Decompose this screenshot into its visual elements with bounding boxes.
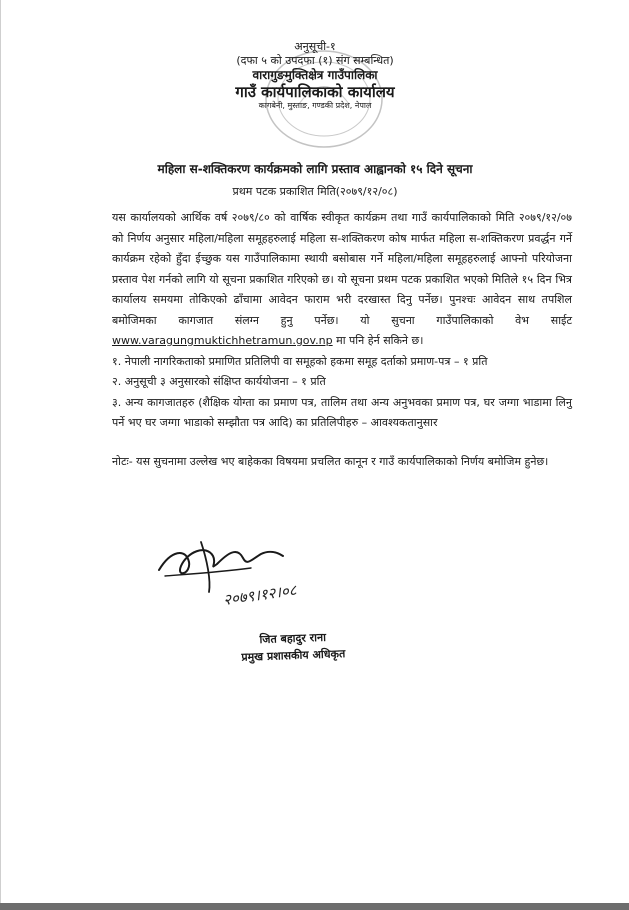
office-name: गाउँ कार्यपालिकाको कार्यालय [235,82,395,101]
website-suffix: मा पनि हेर्न सकिने छ। [332,334,424,347]
office-address: कागबेनी, मुस्ताङ, गण्डकी प्रदेश, नेपाल [258,101,372,111]
notice-title: महिला स-शक्तिकरण कार्यक्रमको लागि प्रस्ताव आह्वानको १५ दिने सूचना [157,162,473,176]
signer-block [212,627,373,667]
website-link[interactable]: www.varagungmuktichhetramun.gov.np [112,334,333,347]
signer-designation: प्रमुख प्रशासकीय अधिकृत [241,647,346,664]
signature-date: २०७९।१२।०८ [222,580,298,610]
document-list [112,352,572,434]
published-date: प्रथम पटक प्रकाशित मिति(२०७९/१२/०८) [232,185,398,198]
notice-body [112,208,572,472]
list-item: ३. अन्य कागजातहरु (शैक्षिक योग्ता का प्रमाण पत्र, तालिम तथा अन्य अनुभवका प्रमाण पत्र, घर जग्गा भाडामा लिनु पर्ने भए घर जग्गा भाडाको सम्झौता पत्र आदि) का प्रतिलिपीहरु – आवश्यकतानुसार [112,395,572,429]
document-header [1,40,629,111]
main-paragraph [112,208,572,352]
annex-label: अनुसूची-१ [294,40,336,53]
note-text: नोटः- यस सुचनामा उल्लेख भए बाहेकका विषयमा प्रचलित कानून र गाउँ कार्यपालिकाको निर्णय बमोजिम हुनेछ। [112,454,549,468]
list-item: १. नेपाली नागरिकताको प्रमाणित प्रतिलिपी वा समूहको हकमा समूह दर्ताको प्रमाण-पत्र – १ प्रति [112,354,488,368]
municipality-name: वारागुङमुक्तिक्षेत्र गाउँपालिका [252,67,378,82]
paragraph-text: यस कार्यालयको आर्थिक वर्ष २०७९/८० को वार्षिक स्वीकृत कार्यक्रम तथा गाउँ कार्यपालिकाको मिति २०७९/१२/०७ को निर्णय अनुसार महिला/महिला समूहहरुलाई महिला स-शक्तिकरण कोष मार्फत महिला स-शक्तिकरण प्रवर्द्धन गर्ने कार्यक्रम रहेको हुँदा ईच्छुक यस गाउँपालिकामा स्थायी बसोबास गर्ने महिला/महिला समूहहरुलाई आफ्नो परियोजना प्रस्ताव पेश गर्नको लागि यो सूचना प्रकाशित गरिएको छ। यो सूचना प्रथम पटक प्रकाशित भएको मितिले १५ दिन भित्र कार्यालय समयमा तोकिएको ढाँचामा आवेदन फाराम भरी दरखास्त दिनु पर्नेछ। पुनश्चः आवेदन साथ तपशिल बमोजिमका कागजात संलग्न हुनु पर्नेछ। यो सुचना गाउँपालिकाको वेभ साईट [112,211,572,327]
reference-line: (दफा ५ को उपदफा (१) संग सम्बन्धित) [236,53,394,67]
signer-name: जित बहादुर राना [259,630,327,647]
list-item: २. अनुसूची ३ अनुसारको संक्षिप्त कार्ययोजना – १ प्रति [112,375,326,388]
